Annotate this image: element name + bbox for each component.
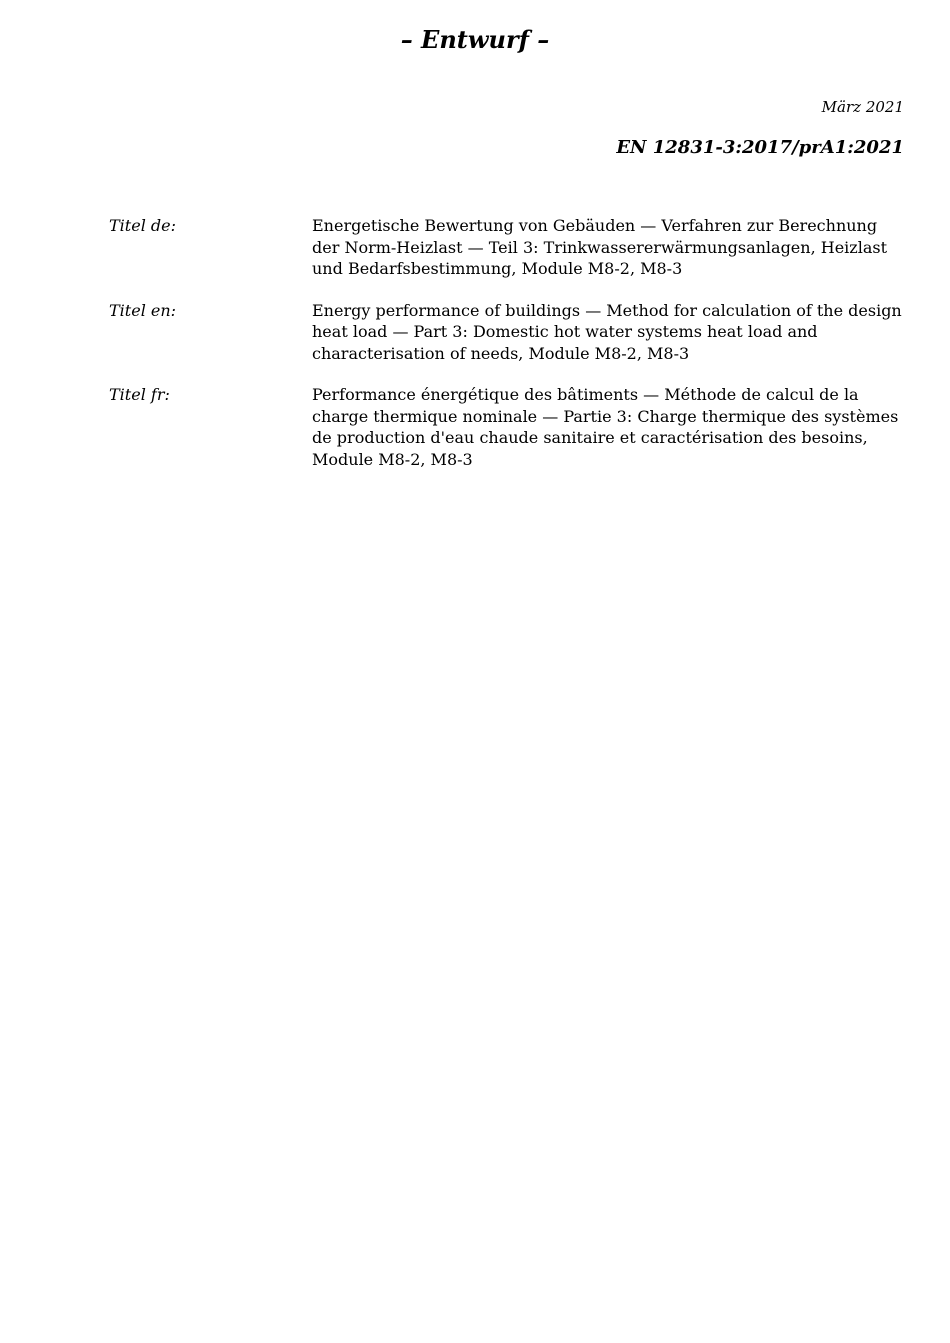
- title-label-fr: Titel fr:: [109, 385, 170, 404]
- title-label-de: Titel de:: [109, 216, 176, 235]
- title-row-en: [109, 300, 904, 365]
- publication-date: März 2021: [821, 98, 904, 116]
- document-number: EN 12831-3:2017/prA1:2021: [616, 137, 904, 158]
- title-list: [109, 215, 904, 490]
- title-label-en: Titel en:: [109, 300, 177, 320]
- draft-heading: – Entwurf –: [400, 25, 550, 54]
- title-text-fr: Performance énergétique des bâtiments — Méthode de calcul de la charge thermique nominale — Partie 3: Charge thermique des systèmes de production d'eau chaude sanitaire et caractérisation des besoins, Module M8-2, M8-3: [312, 385, 899, 469]
- title-text-en: Energy performance of buildings — Method for calculation of the design heat load — Part 3: Domestic hot water systems heat load and characterisation of needs, Module M8-2, M8-3: [312, 300, 902, 363]
- title-text-de: Energetische Bewertung von Gebäuden — Verfahren zur Berechnung der Norm-Heizlast — Teil 3: Trinkwassererwärmungsanlagen, Heizlast und Bedarfsbestimmung, Module M8-2, M8-3: [312, 216, 888, 278]
- title-row-de: [109, 215, 904, 280]
- title-row-fr: [109, 384, 904, 470]
